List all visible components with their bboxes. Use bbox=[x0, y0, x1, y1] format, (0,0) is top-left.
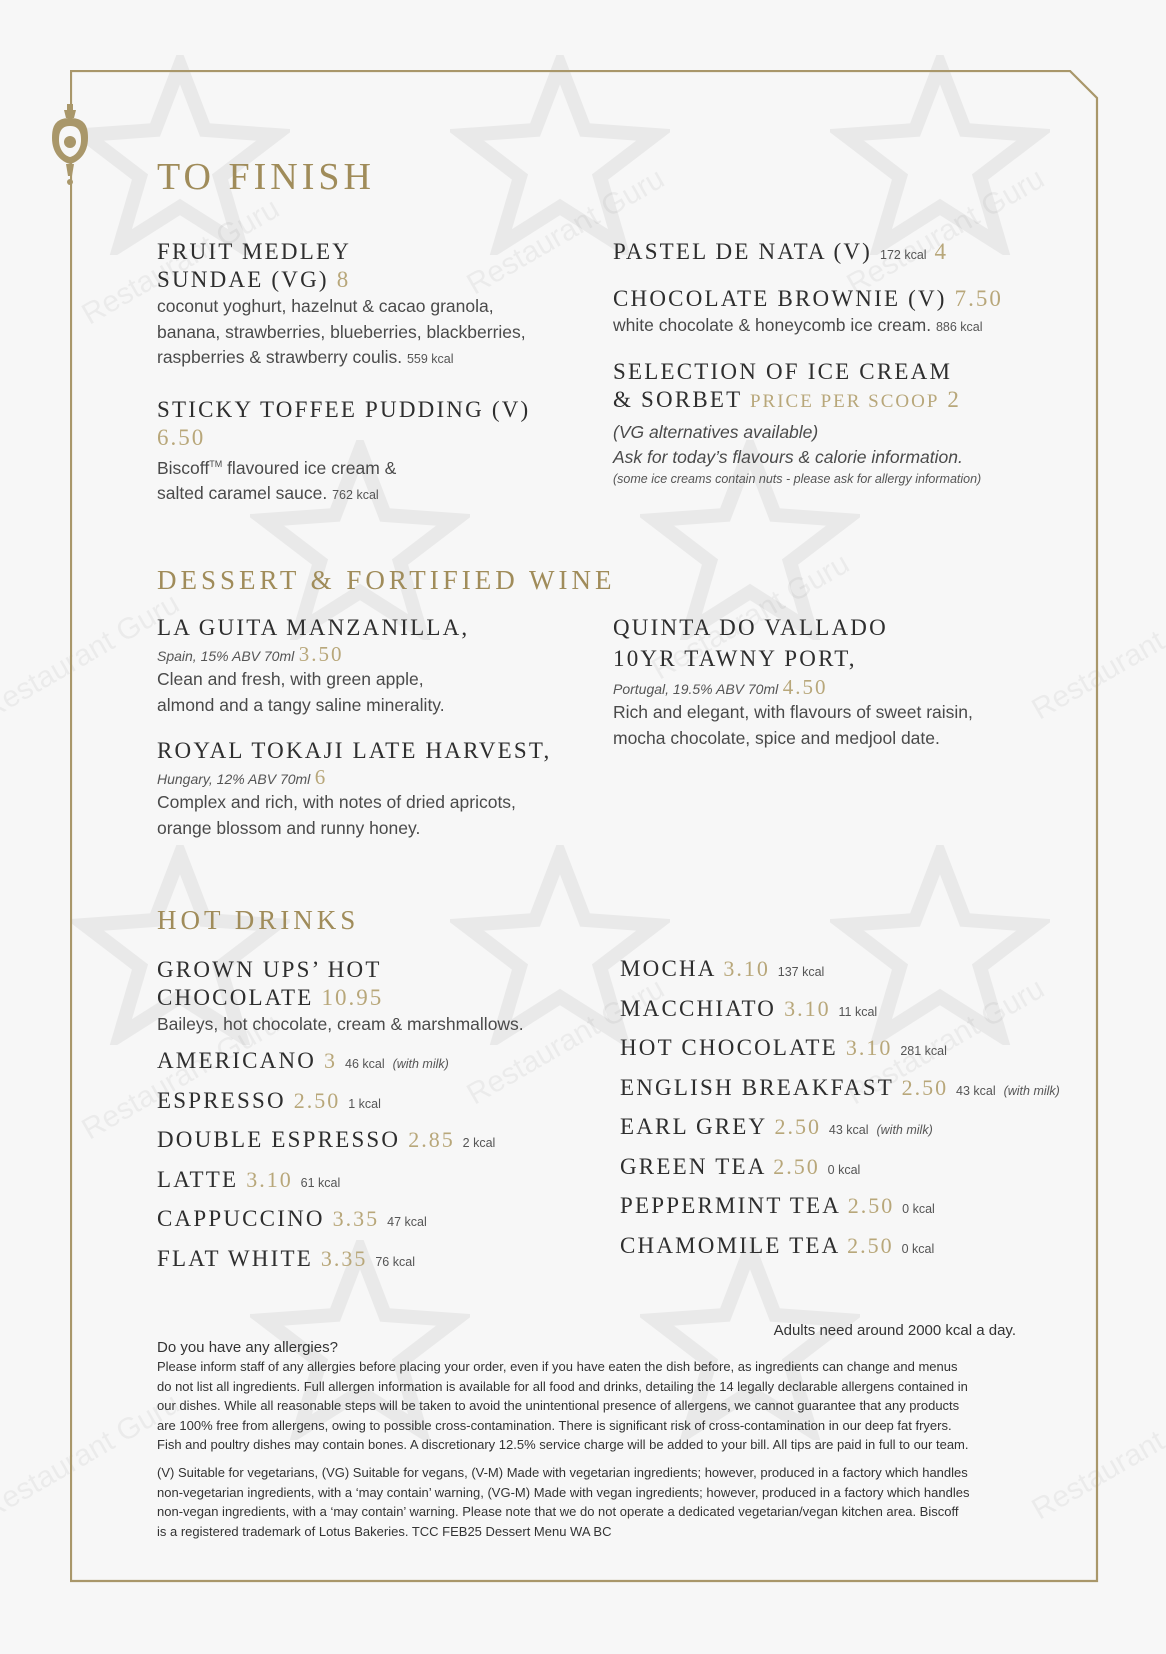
footer-line: non-vegetarian ingredients, with a ‘may contain’ warning, (VG-M) Made with vegan ingredients; however, produced in a factory which handles bbox=[157, 1484, 970, 1500]
item-price: 4.50 bbox=[782, 675, 828, 699]
item-price: 2.85 bbox=[408, 1127, 455, 1152]
item-desc: Complex and rich, with notes of dried apricots, bbox=[157, 792, 516, 812]
item-name-line bbox=[613, 238, 1033, 269]
item-price: 3 bbox=[324, 1048, 338, 1073]
item-kcal: 43 kcal bbox=[956, 1083, 996, 1098]
item-kcal: 2 kcal bbox=[462, 1136, 496, 1150]
item-desc-line2 bbox=[157, 481, 577, 509]
item-name: GREEN TEA bbox=[620, 1153, 766, 1179]
item-name: & SORBET bbox=[613, 387, 743, 412]
footer-line: is a registered trademark of Lotus Bakeries. TCC FEB25 Dessert Menu WA BC bbox=[157, 1523, 612, 1539]
section-title-wine: DESSERT & FORTIFIED WINE bbox=[157, 565, 616, 595]
item-desc: Rich and elegant, with flavours of sweet raisin, bbox=[613, 702, 973, 722]
item-meta-line bbox=[157, 765, 577, 790]
section-title-hot-drinks: HOT DRINKS bbox=[157, 905, 360, 935]
hot-drink-item bbox=[620, 1233, 934, 1259]
item-name-line2 bbox=[157, 984, 577, 1012]
item-name: LA GUITA MANZANILLA, bbox=[157, 615, 470, 640]
item-note: Ask for today’s flavours & calorie information. bbox=[613, 447, 963, 467]
item-name: FLAT WHITE bbox=[157, 1245, 313, 1271]
item-price: 3.10 bbox=[784, 995, 831, 1021]
item-meta: Hungary, 12% ABV 70ml bbox=[157, 771, 311, 787]
item-name: SELECTION OF ICE CREAM bbox=[613, 359, 953, 384]
item-note: (VG alternatives available) bbox=[613, 422, 819, 442]
hot-drink-item bbox=[620, 996, 877, 1022]
hot-drink-item bbox=[620, 1075, 1060, 1101]
item-name: MOCHA bbox=[620, 956, 716, 981]
hot-drink-item bbox=[157, 1206, 427, 1232]
section-title-to-finish: TO FINISH bbox=[157, 156, 375, 198]
hot-drink-item bbox=[620, 1114, 933, 1140]
item-desc-line bbox=[613, 313, 1053, 341]
item-name-line2 bbox=[613, 386, 1043, 416]
item-desc: mocha chocolate, spice and medjool date. bbox=[613, 727, 940, 748]
item-name: FRUIT MEDLEY bbox=[157, 239, 352, 264]
footer-line: Please inform staff of any allergies before placing your order, even if you have eaten the dish before, as ingredients can change and menus bbox=[157, 1359, 958, 1374]
menu-item-sticky-toffee bbox=[157, 396, 577, 509]
item-name: CHOCOLATE BROWNIE (V) bbox=[613, 286, 947, 311]
item-desc: Baileys, hot chocolate, cream & marshmallows. bbox=[157, 1014, 524, 1034]
item-price: 7.50 bbox=[954, 286, 1003, 311]
item-kcal-note: (with milk) bbox=[1003, 1083, 1060, 1098]
hot-drink-item bbox=[157, 1048, 449, 1074]
item-kcal: 886 kcal bbox=[935, 320, 983, 334]
hot-drink-item bbox=[157, 1246, 415, 1272]
item-kcal-note: (with milk) bbox=[876, 1123, 933, 1137]
hot-drink-item bbox=[620, 1154, 860, 1180]
menu-item-fruit-medley bbox=[157, 238, 577, 373]
item-desc: flavoured ice cream & bbox=[222, 457, 397, 478]
item-meta: Spain, 15% ABV 70ml bbox=[157, 648, 295, 664]
item-price: 3.10 bbox=[845, 1035, 893, 1060]
item-name: QUINTA DO VALLADO bbox=[613, 615, 888, 640]
item-desc: Clean and fresh, with green apple, bbox=[157, 669, 424, 689]
footer-line: Fish and poultry dishes may contain bones. A discretionary 12.5% service charge will be added to your bill. All tips are paid in full to our team. bbox=[157, 1437, 969, 1452]
menu-item-la-guita bbox=[157, 614, 577, 718]
item-meta-line bbox=[157, 642, 577, 667]
hot-drink-item bbox=[620, 1035, 947, 1061]
footer-line: are 100% free from allergens, owing to possible cross-contamination. There is significant risk of cross-contamination in our deep fat fryers. bbox=[157, 1417, 952, 1433]
item-name: ROYAL TOKAJI LATE HARVEST, bbox=[157, 738, 552, 763]
item-meta: Portugal, 19.5% ABV 70ml bbox=[613, 681, 779, 697]
item-note: (some ice creams contain nuts - please ask for allergy information) bbox=[613, 472, 982, 486]
item-price: 2.50 bbox=[773, 1153, 820, 1179]
item-name-line bbox=[157, 396, 577, 452]
item-price: 3.10 bbox=[246, 1166, 293, 1192]
item-name: STICKY TOFFEE PUDDING (V) bbox=[157, 397, 531, 422]
menu-item-grown-ups-hot-chocolate bbox=[157, 956, 577, 1038]
item-price: 2.50 bbox=[847, 1193, 895, 1218]
menu-item-royal-tokaji bbox=[157, 737, 577, 841]
footer-line: (V) Suitable for vegetarians, (VG) Suitable for vegans, (V-M) Made with vegetarian ingredients; however, produced in a factory which handles bbox=[157, 1465, 968, 1480]
item-price: 3.35 bbox=[320, 1245, 368, 1271]
item-desc: coconut yoghurt, hazelnut & cacao granola, bbox=[157, 296, 494, 316]
item-price: 2.50 bbox=[774, 1114, 821, 1139]
item-kcal: 559 kcal bbox=[406, 352, 454, 366]
allergy-text bbox=[157, 1357, 1017, 1455]
item-name: ESPRESSO bbox=[157, 1087, 286, 1113]
item-kcal: 46 kcal bbox=[345, 1057, 385, 1071]
item-name: CAPPUCCINO bbox=[157, 1206, 325, 1231]
item-meta-line bbox=[613, 675, 1043, 700]
item-name: EARL GREY bbox=[620, 1114, 767, 1139]
item-kcal: 762 kcal bbox=[332, 488, 379, 503]
hot-drink-item bbox=[620, 956, 824, 982]
item-kcal: 47 kcal bbox=[387, 1215, 427, 1229]
hot-drink-item bbox=[157, 1167, 340, 1193]
item-desc: banana, strawberries, blueberries, blackberries, bbox=[157, 321, 526, 342]
item-kcal: 76 kcal bbox=[375, 1254, 415, 1269]
item-name: PEPPERMINT TEA bbox=[620, 1193, 840, 1218]
item-name-line bbox=[613, 285, 1053, 313]
item-desc: raspberries & strawberry coulis. bbox=[157, 347, 403, 367]
item-desc: Biscoff bbox=[157, 457, 210, 478]
item-price: 6 bbox=[314, 765, 328, 789]
item-kcal: 61 kcal bbox=[300, 1175, 341, 1190]
item-name: SUNDAE (VG) bbox=[157, 267, 329, 292]
item-price: 4 bbox=[934, 239, 949, 264]
footer-line: do not list all ingredients. Full allergen information is available for all food and drinks, detailing the 14 legally declarable allergens contained in bbox=[157, 1378, 968, 1394]
item-kcal: 172 kcal bbox=[880, 248, 927, 262]
item-name-line2 bbox=[157, 266, 577, 294]
footer-line: our dishes. While all reasonable steps will be taken to avoid the unintentional presence of allergens, we cannot guarantee that any products bbox=[157, 1398, 960, 1413]
item-price: 2 bbox=[947, 387, 961, 412]
item-price: 10.95 bbox=[321, 985, 384, 1010]
item-price: 8 bbox=[336, 267, 351, 292]
hot-drink-item bbox=[157, 1127, 495, 1153]
item-price: 2.50 bbox=[293, 1087, 341, 1113]
item-kcal: 43 kcal bbox=[828, 1123, 869, 1137]
footer-line: non-vegan ingredients, with a ‘may contain’ warning. Please note that we do not operate a dedicated vegetarian/vegan kitchen area. Biscoff bbox=[157, 1504, 959, 1519]
item-price: 3.35 bbox=[332, 1206, 380, 1231]
item-name: HOT CHOCOLATE bbox=[620, 1035, 838, 1060]
item-price: 3.50 bbox=[298, 642, 344, 666]
item-desc-line3 bbox=[157, 345, 577, 373]
trademark-mark: TM bbox=[209, 459, 223, 469]
item-kcal: 0 kcal bbox=[901, 1241, 935, 1256]
item-name: GROWN UPS’ HOT bbox=[157, 957, 382, 982]
item-desc: almond and a tangy saline minerality. bbox=[157, 694, 445, 715]
door-knocker-icon bbox=[48, 104, 92, 188]
item-name: AMERICANO bbox=[157, 1048, 317, 1073]
menu-item-quinta-do-vallado bbox=[613, 614, 1043, 751]
hot-drink-item bbox=[157, 1088, 381, 1114]
item-kcal: 0 kcal bbox=[827, 1162, 861, 1177]
dietary-legend-text bbox=[157, 1463, 1017, 1541]
item-desc-line1 bbox=[157, 452, 577, 481]
menu-item-pastel-de-nata bbox=[613, 238, 1033, 269]
item-kcal: 281 kcal bbox=[900, 1044, 947, 1058]
item-name: ENGLISH BREAKFAST bbox=[620, 1074, 894, 1100]
item-desc: salted caramel sauce. bbox=[157, 483, 328, 504]
item-kcal-note: (with milk) bbox=[392, 1057, 449, 1071]
item-name: LATTE bbox=[157, 1166, 239, 1192]
item-name: MACCHIATO bbox=[620, 995, 777, 1021]
item-name: PASTEL DE NATA (V) bbox=[613, 239, 873, 264]
item-price: 2.50 bbox=[901, 1074, 949, 1100]
menu-item-ice-cream bbox=[613, 358, 1043, 486]
item-desc: orange blossom and runny honey. bbox=[157, 817, 421, 838]
item-price: 6.50 bbox=[157, 425, 206, 450]
item-desc: white chocolate & honeycomb ice cream. bbox=[613, 315, 932, 335]
item-kcal: 0 kcal bbox=[902, 1202, 935, 1216]
item-name: CHAMOMILE TEA bbox=[620, 1232, 840, 1258]
item-price-label: PRICE PER SCOOP bbox=[749, 391, 940, 412]
item-name: CHOCOLATE bbox=[157, 985, 314, 1010]
item-price: 2.50 bbox=[847, 1232, 894, 1258]
item-name: DOUBLE ESPRESSO bbox=[157, 1127, 401, 1152]
item-kcal: 1 kcal bbox=[348, 1096, 381, 1111]
hot-drink-item bbox=[620, 1193, 935, 1219]
item-name: 10YR TAWNY PORT, bbox=[613, 646, 857, 671]
kcal-note: Adults need around 2000 kcal a day. bbox=[773, 1322, 1016, 1339]
item-kcal: 137 kcal bbox=[777, 965, 825, 979]
allergy-heading: Do you have any allergies? bbox=[157, 1339, 338, 1356]
item-kcal: 11 kcal bbox=[838, 1004, 878, 1019]
menu-item-chocolate-brownie bbox=[613, 285, 1053, 341]
item-price: 3.10 bbox=[723, 956, 770, 981]
